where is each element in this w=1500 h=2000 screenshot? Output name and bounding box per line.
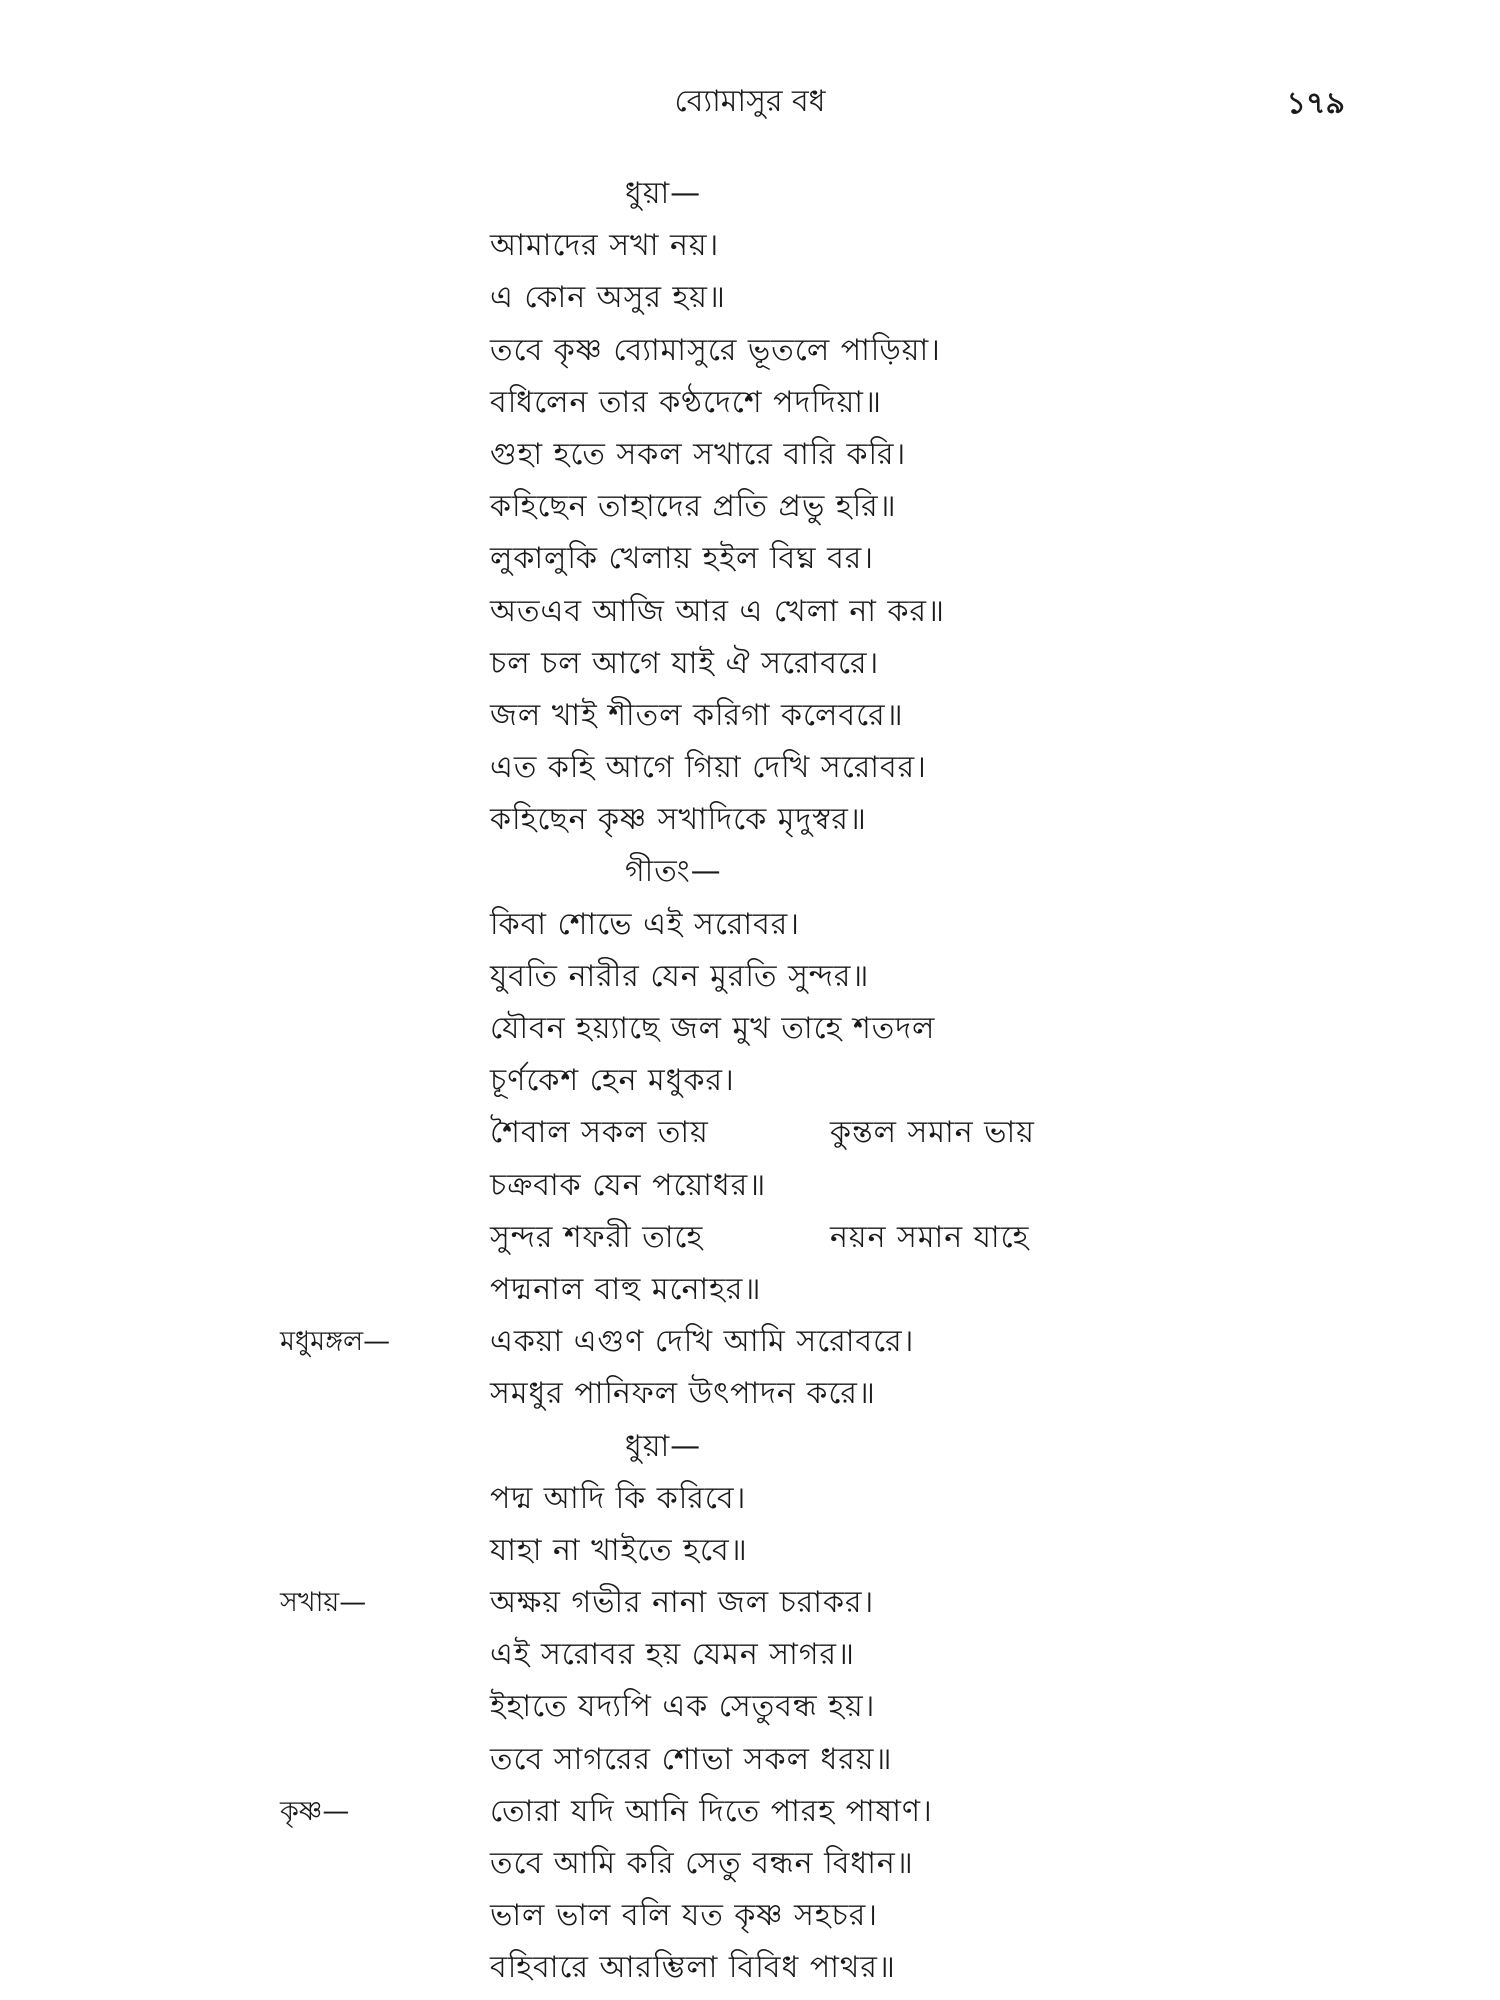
verse-line <box>0 1681 1500 1733</box>
verse-text: তবে কৃষ্ণ ব্যোমাসুরে ভূতলে পাড়িয়া। <box>490 332 941 368</box>
verse-line <box>0 1838 1500 1890</box>
speaker-label: সখায়— <box>280 1587 367 1619</box>
verse-line <box>0 586 1500 638</box>
speaker-label: কৃষ্ণ— <box>280 1795 350 1827</box>
speaker-label: মধুমঙ্গল— <box>280 1326 391 1358</box>
verse-line <box>0 1525 1500 1577</box>
verse-text: তোরা যদি আনি দিতে পারহ পাষাণ। <box>490 1793 933 1829</box>
verse-line <box>0 220 1500 272</box>
verse-text: অতএব আজি আর এ খেলা না কর॥ <box>490 593 945 629</box>
page-number: ১৭৯ <box>1286 86 1345 121</box>
verse-text: এ কোন অসুর হয়॥ <box>490 280 726 316</box>
verse-text: কহিছেন তাহাদের প্রতি প্রভু হরি॥ <box>490 489 897 525</box>
verse-text: পদ্মনাল বাহু মনোহর॥ <box>490 1271 762 1307</box>
verse-text: তবে সাগরের শোভা সকল ধরয়॥ <box>490 1741 893 1777</box>
verse-text: গুহা হতে সকল সখারে বারি করি। <box>490 436 907 472</box>
verse-text: লুকালুকি খেলায় হইল বিঘ্ন বর। <box>490 541 875 577</box>
verse-text: ইহাতে যদ্যপি এক সেতুবন্ধ হয়। <box>490 1689 876 1725</box>
verse-line <box>0 1264 1500 1316</box>
section-heading <box>0 846 1500 898</box>
verse-text: আমাদের সখা নয়। <box>490 228 720 264</box>
verse-text: চল চল আগে যাই ঐ সরোবরে। <box>490 645 880 681</box>
verse-line <box>0 1942 1500 1994</box>
verse-text: সমধুর পানিফল উৎপাদন করে॥ <box>490 1376 876 1412</box>
verse-line <box>0 1055 1500 1107</box>
verse-line <box>0 1473 1500 1525</box>
verse-line <box>0 1734 1500 1786</box>
verse-line <box>0 742 1500 794</box>
verse-text: তবে আমি করি সেতু বন্ধন বিধান॥ <box>490 1846 914 1881</box>
verse-line <box>0 1003 1500 1055</box>
section-heading <box>0 1421 1500 1473</box>
verse-line <box>0 1890 1500 1942</box>
verse-line <box>0 481 1500 533</box>
verse-line <box>0 1212 1500 1264</box>
running-title: ব্যোমাসুর বধ <box>674 84 826 119</box>
verse-text: বহিবারে আরম্ভিলা বিবিধ পাথর॥ <box>490 1950 896 1986</box>
verse-text: একয়া এগুণ দেখি আমি সরোবরে। <box>490 1324 915 1360</box>
heading-text: ধুয়া— <box>625 176 702 211</box>
verse-line <box>0 533 1500 585</box>
verse-text: শৈবাল সকল তায় <box>490 1115 709 1151</box>
verse-text: চূর্ণকেশ হেন মধুকর। <box>490 1063 735 1099</box>
heading-text: ধুয়া— <box>625 1428 702 1464</box>
verse-line <box>0 1786 1500 1838</box>
verse-text: পদ্ম আদি কি করিবে। <box>490 1480 747 1516</box>
verse-text: কহিছেন কৃষ্ণ সখাদিকে মৃদুস্বর॥ <box>490 802 867 838</box>
verse-line <box>0 1107 1500 1159</box>
verse-text: চক্রবাক যেন পয়োধর॥ <box>490 1167 767 1203</box>
verse-text: অক্ষয় গভীর নানা জল চরাকর। <box>490 1585 875 1621</box>
verse-line <box>0 899 1500 951</box>
verse-text: যুবতি নারীর যেন মুরতি সুন্দর॥ <box>490 958 870 994</box>
verse-body <box>0 168 1500 1995</box>
verse-text: জল খাই শীতল করিগা কলেবরে॥ <box>490 697 904 733</box>
verse-line <box>0 638 1500 690</box>
verse-line <box>0 377 1500 429</box>
verse-text-second-half: কুন্তল সমান ভায় <box>830 1115 1035 1151</box>
heading-text: গীতং— <box>625 854 722 890</box>
verse-text: যাহা না খাইতে হবে॥ <box>490 1532 748 1568</box>
verse-line <box>0 1368 1500 1420</box>
verse-line <box>0 1577 1500 1629</box>
verse-text: ভাল ভাল বলি যত কৃষ্ণ সহচর। <box>490 1898 878 1934</box>
verse-text: কিবা শোভে এই সরোবর। <box>490 906 801 942</box>
verse-text: এই সরোবর হয় যেমন সাগর॥ <box>490 1637 855 1673</box>
verse-line <box>0 272 1500 324</box>
verse-line <box>0 794 1500 846</box>
verse-line <box>0 325 1500 377</box>
verse-text: সুন্দর শফরী তাহে <box>490 1219 704 1255</box>
verse-line <box>0 1316 1500 1368</box>
verse-line <box>0 1160 1500 1212</box>
verse-text-second-half: নয়ন সমান যাহে <box>830 1219 1030 1255</box>
verse-line <box>0 690 1500 742</box>
verse-line <box>0 1629 1500 1681</box>
verse-text: বধিলেন তার কণ্ঠদেশে পদদিয়া॥ <box>490 384 882 420</box>
verse-line <box>0 951 1500 1003</box>
verse-text: এত কহি আগে গিয়া দেখি সরোবর। <box>490 750 927 786</box>
verse-line <box>0 429 1500 481</box>
section-heading <box>0 168 1500 220</box>
verse-text: যৌবন হয়্যাছে জল মুখ তাহে শতদল <box>490 1011 936 1046</box>
